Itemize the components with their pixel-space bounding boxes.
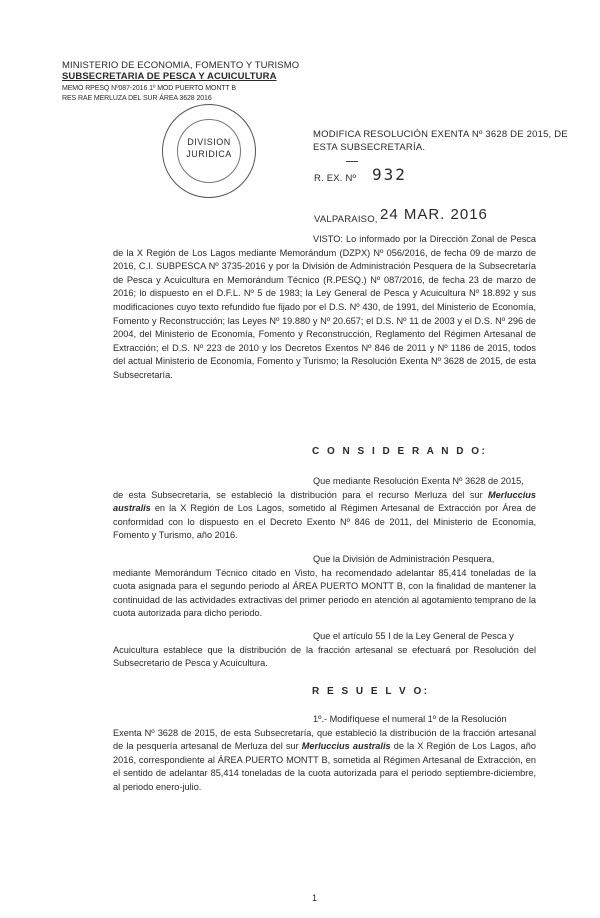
ministry-name: MINISTERIO DE ECONOMIA, FOMENTO Y TURISMO <box>62 60 300 71</box>
resuelvo-1-body <box>113 727 536 795</box>
date-city: VALPARAISO, <box>314 214 378 225</box>
species-name: Merluccius australis <box>113 489 536 514</box>
resolution-date: 24 MAR. 2016 <box>380 206 488 223</box>
resuelvo-1-text-b: de la X Región de Los Lagos, año 2016, correspondiente al ÁREA PUERTO MONTT B, sometida al Régimen Artesanal de Extracción, en el sentido de adelantar 85,414 toneladas de la cuota autorizada para el periodo septiembre-diciembre, al periodo enero-julio. <box>113 741 536 792</box>
considerando-3-body: Acuicultura establece que la distribución de la fracción artesanal se efectuará por Resolución del Subsecretario de Pesca y Acuicultura. <box>113 644 536 669</box>
stamp-line-1: DIVISION <box>187 137 231 147</box>
considerando-1-body <box>113 489 536 543</box>
resuelvo-1-indent: 1º.- Modifíquese el numeral 1º de la Resolución <box>313 714 507 724</box>
considerando-paragraph-2 <box>113 553 536 621</box>
resuelvo-paragraph-1 <box>113 713 536 795</box>
considerando-2-indent: Que la División de Administración Pesquera, <box>313 554 495 564</box>
memo-reference: MEMO RPESQ Nº087-2016 1º MOD PUERTO MONTT B <box>62 85 236 92</box>
resolution-number: 932 <box>372 165 407 184</box>
considerando-2-body: mediante Memorándum Técnico citado en Visto, ha recomendado adelantar 85,414 toneladas de la cuota asignada para el segundo periodo al ÁREA PUERTO MONTT B, con la finalidad de mantener la continuidad de las actividades extractivas del primer periodo en atención al agotamiento temprano de la cuota autorizada para dicho periodo. <box>113 567 536 619</box>
page-number: 1 <box>312 893 318 903</box>
rex-label: R. EX. Nº <box>314 173 357 184</box>
considerando-paragraph-1 <box>113 475 536 543</box>
considerando-3-indent: Que el artículo 55 I de la Ley General de Pesca y <box>313 631 514 641</box>
resolution-reference: RES RAE MERLUZA DEL SUR ÁREA 3628 2016 <box>62 95 212 102</box>
considerando-1-indent: Que mediante Resolución Exenta Nº 3628 de 2015, <box>313 476 524 486</box>
visto-text: Lo informado por la Dirección Zonal de Pesca de la X Región de Los Lagos mediante Memorándum (DZPX) Nº 056/2016, de fecha 09 de marzo de 2016, C.I. SUBPESCA Nº 3735-2016 y por la División de Administración Pesquera de la Subsecretaría de Pesca y Acuicultura en Memorándum Técnico (R.PESQ.) Nº 087/2016, de fecha 23 de marzo de 2016; lo dispuesto en el D.F.L. Nº 5 de 1983; la Ley General de Pesca y Acuicultura Nº 18.892 y sus modificaciones cuyo texto refundido fue fijado por el D.S. Nº 430, de 1991, del Ministerio de Economía, Fomento y Reconstrucción; las Leyes Nº 19.880 y Nº 20.657; el D.S. Nº 11 de 2003 y el D.S. Nº 296 de 2004, del Ministerio de Economía, Fomento y Reconstrucción, Reglamento del Régimen Artesanal de Extracción; el D.S. Nº 223 de 2010 y los Decretos Exentos Nº 846 de 2011 y Nº 1186 de 2015, todos del actual Ministerio de Economía, Fomento y Turismo; la Resolución Exenta Nº 3628 de 2015, de esta Subsecretaría. <box>113 234 536 380</box>
title-divider <box>346 161 358 162</box>
document-title <box>313 128 568 154</box>
considerando-heading: C O N S I D E R A N D O: <box>312 446 488 457</box>
title-line-2: ESTA SUBSECRETARÍA. <box>313 142 426 153</box>
visto-paragraph <box>113 233 536 383</box>
title-line-1: MODIFICA RESOLUCIÓN EXENTA Nº 3628 DE 2015, DE <box>313 129 568 140</box>
resuelvo-heading: R E S U E L V O: <box>312 686 430 697</box>
resuelvo-1-text-a: Exenta Nº 3628 de 2015, de esta Subsecretaría, que estableció la distribución de la fracción artesanal de la pesquería artesanal de Merluza del sur <box>113 727 536 752</box>
visto-label: VISTO: <box>313 234 343 244</box>
considerando-1-text-a: de esta Subsecretaría, se estableció la distribución para el recurso Merluza del sur <box>113 489 488 500</box>
considerando-paragraph-3 <box>113 630 536 671</box>
considerando-1-text-b: en la X Región de Los Lagos, sometido al Régimen Artesanal de Extracción por Área de conformidad con lo dispuesto en el Decreto Exento Nº 846 de 2011, del Ministerio de Economía, Fomento y Turismo, año 2016. <box>113 503 536 541</box>
stamp-line-2: JURIDICA <box>186 149 232 159</box>
resuelvo-species-name: Merluccius australis <box>301 741 391 752</box>
division-juridica-stamp <box>162 104 256 198</box>
subsecretaria-name: SUBSECRETARIA DE PESCA Y ACUICULTURA <box>62 71 277 82</box>
